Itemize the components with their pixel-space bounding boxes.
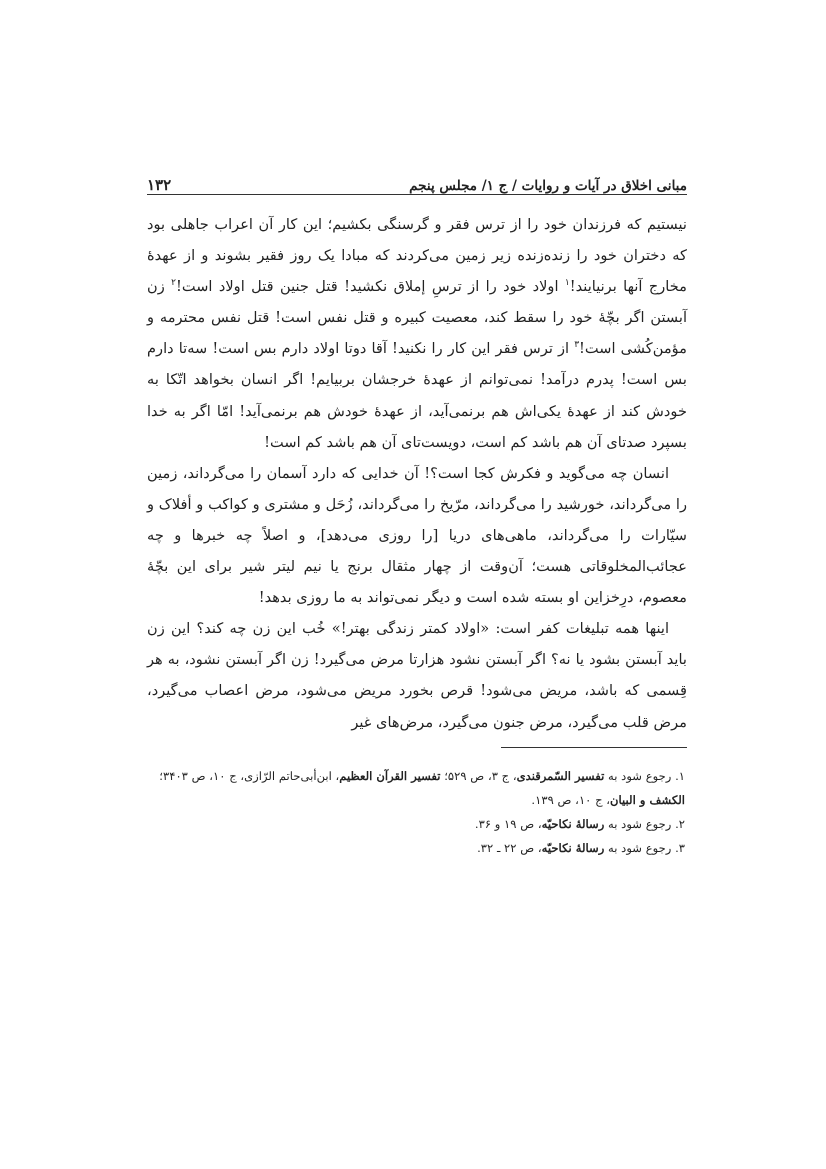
footnote-text: ، ص ۱۹ و ۳۶. <box>474 816 542 831</box>
footnote-text: رجوع شود به <box>604 816 672 831</box>
paragraph-1 <box>147 209 687 458</box>
footnote-text: ، ج ۱۰، ص ۱۳۹. <box>531 792 611 807</box>
book-title: الکشف و البیان <box>610 792 685 807</box>
running-header <box>147 168 687 195</box>
footnote-1 <box>147 764 685 812</box>
running-title: مبانی اخلاق در آیات و روایات / ج ۱/ مجلس پنجم <box>409 178 687 194</box>
page-number: ۱۳۲ <box>147 176 172 194</box>
footnote-number: ۲. <box>671 816 685 831</box>
paragraph-3: اینها همه تبلیغات کفر است: «اولاد کمتر زندگی بهتر!» خُب این زن چه کند؟ این زن باید آبستن بشود یا نه؟ اگر آبستن نشود هزارتا مرض می‌گیرد! زن اگر آبستن نشود، به هر قِسمی که باشد، مریض می‌شود! قرص بخورد مریض می‌شود، مرض اعصاب می‌گیرد، مرض قلب می‌گیرد، مرض جنون می‌گیرد، مرض‌های غیر <box>147 620 687 731</box>
footnote-text: ، ج ۳، ص ۵۲۹؛ <box>440 768 517 783</box>
book-title: تفسیر القرآن العظیم <box>339 768 441 783</box>
paragraph-text: اولاد خود را از ترسِ إملاق نکشید! قتل جنین قتل اولاد است! <box>176 278 565 296</box>
footnote-text: ، ص ۲۲ ـ ۳۲. <box>477 840 542 855</box>
book-title: تفسیر السّمرقندی <box>516 768 605 783</box>
footnote-number: ۳. <box>671 840 685 855</box>
footnote-number: ۱. <box>671 768 685 783</box>
paragraph-text: نیستیم که فرزندان خود را از ترس فقر و گرسنگی بکشیم؛ این کار آن اعراب جاهلی بود که دختران خود را زنده‌زنده زیر زمین می‌کردند که مبادا یک روز فقیر بشوند و از عهدهٔ مخارج آنها برنیایند! <box>147 216 687 296</box>
footnote-divider <box>501 747 687 748</box>
paragraph-text: از ترس فقر این کار را نکنید! آقا دوتا اولاد دارم بس است! سه‌تا دارم بس است! پدرم درآمد! نمی‌توانم از عهدهٔ خرجشان بربیایم! اگر انسان بخواهد اتّکا به خودش کند از عهدهٔ یکی‌اش هم برنمی‌آید، از عهدهٔ خودش هم برنمی‌آید! امّا اگر به خدا بسپرد صدتای آن هم باشد کم است، دویست‌تای آن هم باشد کم است! <box>147 340 687 451</box>
footnote-ref-3: ۳ <box>574 340 580 351</box>
footnote-ref-2: ۲ <box>171 278 176 289</box>
paragraph-2: انسان چه می‌گوید و فکرش کجا است؟! آن خدایی که دارد آسمان را می‌گرداند، زمین را می‌گرداند، خورشید را می‌گرداند، مرّیخ را می‌گرداند، زُحَل و مشتری و کواکب و أفلاک و سیّارات را می‌گرداند، ماهی‌های دریا [را روزی می‌دهد]، و اصلاً چه خبرها و چه عجائب‌المخلوقاتی هست؛ آن‌وقت از چهار مثقال برنج یا نیم لیتر شیر برای این بچّهٔ معصوم، درِخزاین او بسته شده است و دیگر نمی‌تواند به ما روزی بدهد! <box>147 464 687 607</box>
paragraph-text: زن آبستن اگر بچّهٔ خود را سقط کند، معصیت کبیره و قتل نفس است! قتل نفس محترمه و مؤمن‌کُشی است! <box>147 278 687 358</box>
footnote-text: رجوع شود به <box>604 840 672 855</box>
book-title: رسالهٔ نکاحیّه <box>541 816 605 831</box>
footnotes <box>147 764 687 860</box>
footnote-3 <box>147 836 685 860</box>
footnote-ref-1: ۱ <box>564 278 570 289</box>
book-page <box>147 168 687 860</box>
book-title: رسالهٔ نکاحیّه <box>541 840 605 855</box>
footnote-2 <box>147 812 685 836</box>
body-text <box>147 209 687 738</box>
footnote-text: ، ابن‌أبی‌حاتم الرّازی، ج ۱۰، ص ۳۴۰۳؛ <box>159 768 340 783</box>
footnote-text: رجوع شود به <box>604 768 672 783</box>
